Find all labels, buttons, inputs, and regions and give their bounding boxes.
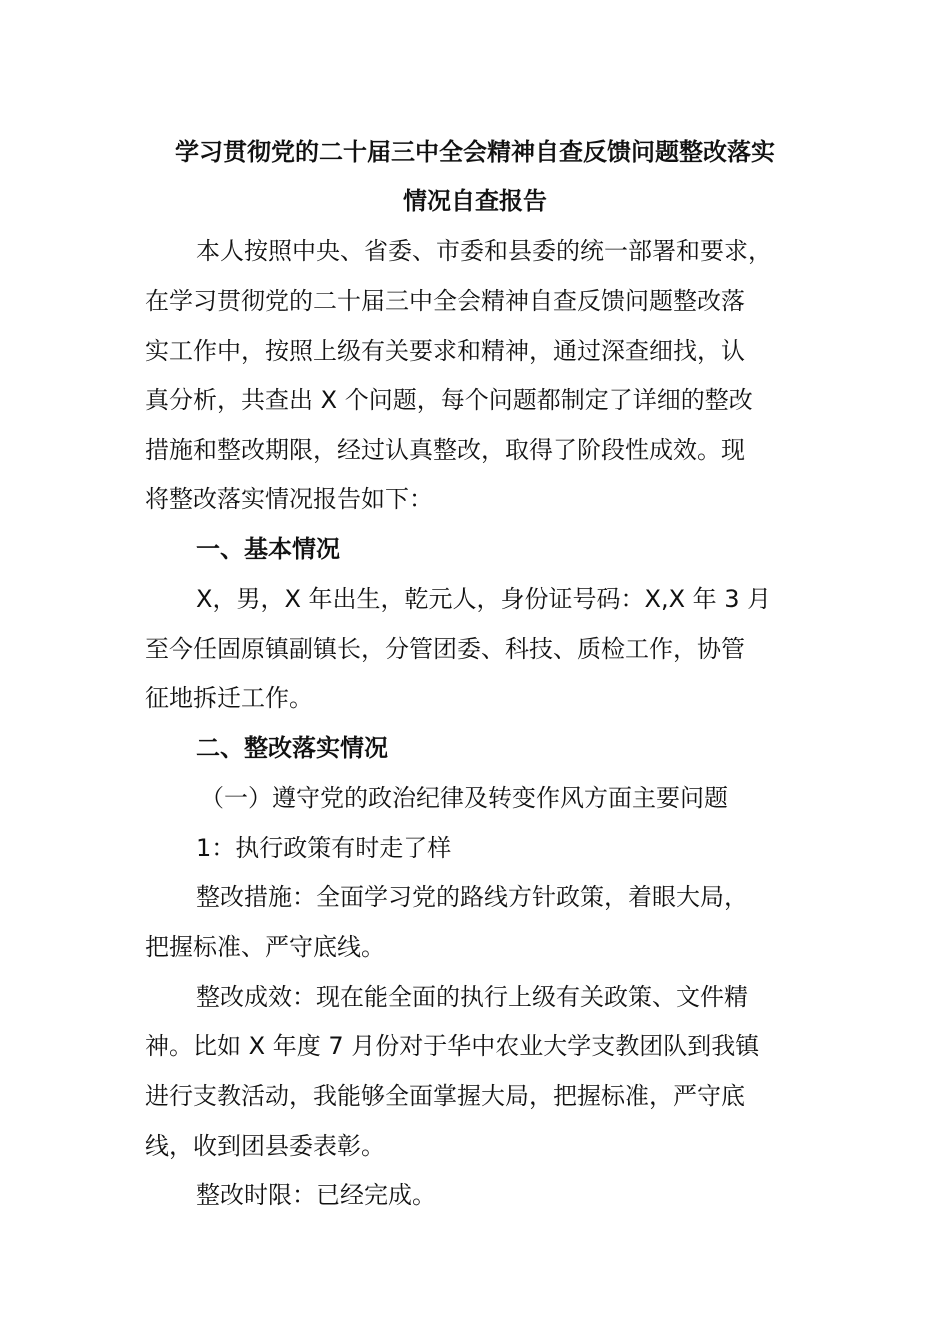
basic-info-line: X，男，X 年出生，乾元人，身份证号码：X,X 年 3 月 [196,585,772,613]
basic-info-line: 征地拆迁工作。 [145,684,313,712]
intro-paragraph-line: 措施和整改期限，经过认真整改，取得了阶段性成效。现 [145,436,745,464]
intro-paragraph-line: 本人按照中央、省委、市委和县委的统一部署和要求， [196,237,772,265]
intro-paragraph-line: 真分析，共查出 X 个问题，每个问题都制定了详细的整改 [145,386,753,414]
section-heading-rectification: 二、整改落实情况 [196,734,388,762]
section-heading-basic-info: 一、基本情况 [196,535,340,563]
effect-line: 神。比如 X 年度 7 月份对于华中农业大学支教团队到我镇 [145,1032,760,1060]
effect-line: 进行支教活动，我能够全面掌握大局，把握标准，严守底 [145,1082,745,1110]
effect-line: 线，收到团县委表彰。 [145,1132,385,1160]
intro-paragraph-line: 在学习贯彻党的二十届三中全会精神自查反馈问题整改落 [145,287,745,315]
basic-info-line: 至今任固原镇副镇长，分管团委、科技、质检工作，协管 [145,635,745,663]
effect-line: 整改成效：现在能全面的执行上级有关政策、文件精 [196,983,748,1011]
intro-paragraph-line: 实工作中，按照上级有关要求和精神，通过深查细找，认 [145,337,745,365]
document-title-line-2: 情况自查报告 [403,187,547,215]
measures-line: 整改措施：全面学习党的路线方针政策，着眼大局， [196,883,748,911]
item-title: 1：执行政策有时走了样 [196,834,452,862]
subsection-heading: （一）遵守党的政治纪律及转变作风方面主要问题 [200,784,728,812]
document-title-line-1: 学习贯彻党的二十届三中全会精神自查反馈问题整改落实 [175,138,775,166]
measures-line: 把握标准、严守底线。 [145,933,385,961]
intro-paragraph-line: 将整改落实情况报告如下： [145,485,433,513]
deadline-line: 整改时限：已经完成。 [196,1181,436,1209]
